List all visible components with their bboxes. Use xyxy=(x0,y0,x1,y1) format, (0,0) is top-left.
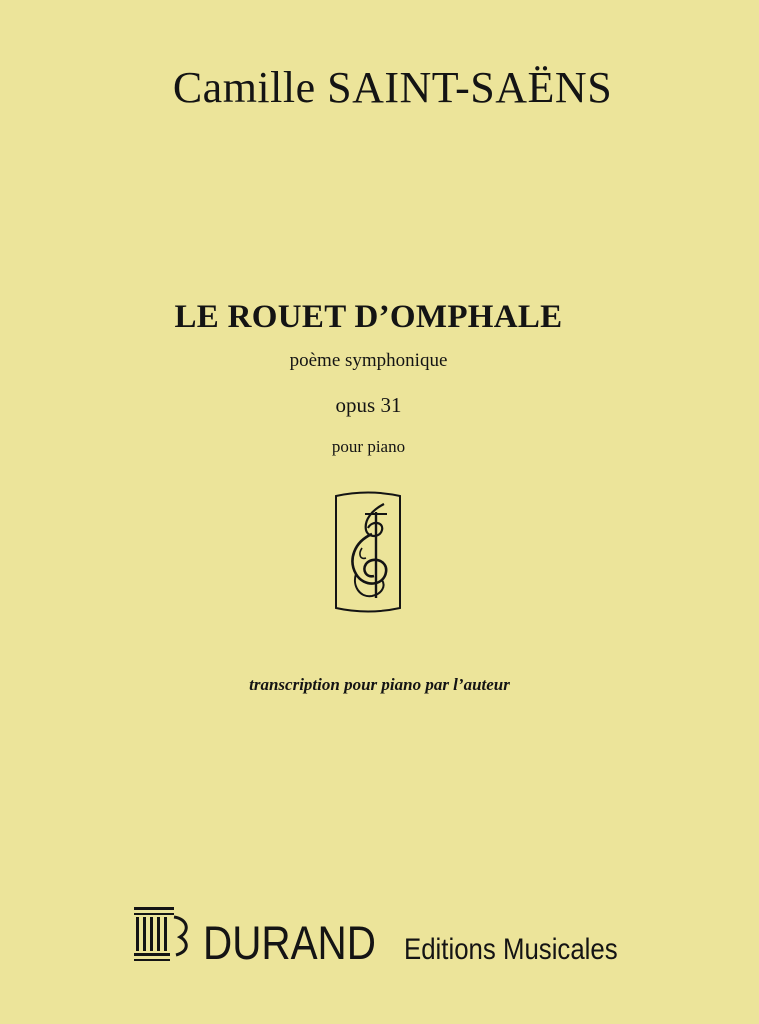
composer-name: Camille SAINT-SAËNS xyxy=(172,63,613,112)
opus-number: opus 31 xyxy=(335,393,402,417)
instrumentation: pour piano xyxy=(331,437,406,456)
monogram-icon xyxy=(332,490,404,614)
work-title: LE ROUET D’OMPHALE xyxy=(174,299,563,335)
transcription-note: transcription pour piano par l’auteur xyxy=(249,675,510,694)
publisher-division: Editions Musicales xyxy=(404,933,618,966)
durand-lyre-logo-icon xyxy=(130,905,192,963)
work-subtitle: poème symphonique xyxy=(289,350,448,371)
publisher-name: DURAND xyxy=(203,916,376,969)
